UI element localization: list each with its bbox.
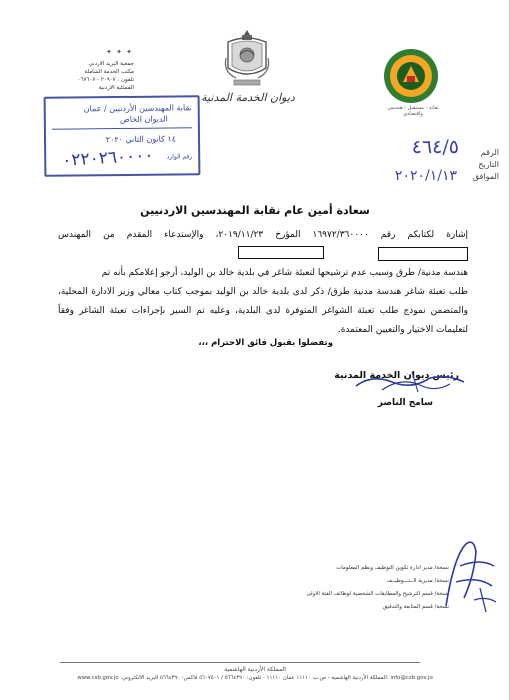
stamp-line-1: نقابة المهندسين الأردنيين / عمان	[83, 103, 192, 114]
cc-line: نسخة/ مدير ادارة تكوين التوظيف ونظم المعلومات	[336, 565, 449, 571]
footer-divider	[60, 662, 420, 663]
footer-contact: www.csb.gov.jo :المملكة الأردنية الهاشمية - ص.ب ١١١١٠ عمان ١١١١٠ - تلفون: ٥٦٦٤٣٩٠ / ٥٦٠٧٥٠١ فاكس: ٥٦٦٤٣٩٠ البريد الالكتروني: info@csb.gov.jo	[77, 675, 433, 681]
body-text-start: إشارة لكتابكم رقم ١٦٩٧٢/٣٦٠٠٠٠ المؤرخ ٢٠١٩/١١/٢٣، والإستدعاء المقدم من المهندس	[58, 230, 469, 240]
body-line-2: هندسة مدنية/ طرق وسبب عدم ترشيحها لتعبئة شاغر في بلدية خالد بن الوليد، أرجو إعلامكم بأنه تم	[101, 268, 468, 278]
stamp-number: ٠٢٢٠٢٦٠٠٠٠	[61, 145, 155, 171]
body-paragraph-rest: طلب تعبئة شاغر هندسة مدنية طرق/ ذكر لدى بلدية خالد بن الوليد بموجب كتاب معالي وزير الادارة المحلية، والمتضمن نموذج طلب تعبئة الشواغر المتوفرة لدى البلدية، وعليه تم السير بإجراءات تعبئة الشاغر وفقاً لتعليمات الاختيار والتعيين المعتمدة.	[58, 287, 468, 335]
letter-body	[58, 226, 468, 340]
ref-number-label: الرقم	[480, 148, 499, 157]
incoming-stamp	[44, 95, 201, 177]
date-label: التاريخ	[478, 160, 499, 169]
signatory-name: سامح الناصر	[377, 398, 433, 408]
engineers-association-logo-icon	[383, 48, 439, 104]
cc-line: نسخة/ مديرية الــتـــوظيــف	[386, 578, 449, 584]
redaction-box	[378, 247, 468, 261]
post-info-line: تلفون : ٢٠٩٠٧ - ٠٦٧٦٠٧	[77, 77, 134, 83]
cc-line: نسخة/ قسم المتابعة والتدقيق	[382, 604, 449, 610]
logo-caption: نقابة - مستقبل - هندسي واقتصادي	[387, 105, 439, 117]
post-info-line: الممثلية الاردنية	[98, 85, 134, 91]
bureau-name: ديوان الخدمة المدنية	[201, 91, 295, 104]
date-value: ٢٠٢٠/١/١٣	[394, 168, 457, 184]
stamp-number-label: رقم الوارد	[166, 153, 193, 161]
jordan-post-logo-icon: ✦ ✦ ✦	[106, 48, 134, 56]
handwritten-signature-icon	[352, 364, 472, 398]
post-office-info	[48, 60, 134, 92]
closing-line: وتفضلوا بقبول فائق الاحترام ،،،	[198, 338, 333, 348]
jordan-coat-of-arms-icon	[222, 28, 272, 90]
post-info-line: جمعية البريد الاردني	[88, 61, 134, 67]
stamp-divider	[52, 127, 192, 129]
addressee-heading: سعادة أمين عام نقابة المهندسين الاردنيين	[140, 204, 370, 217]
signatory-title: رئيس ديوان الخدمة المدنية	[334, 370, 459, 381]
footer-country: المملكة الأردنية الهاشمية	[224, 666, 286, 673]
ref-number-value: ٤٦٤/٥	[411, 136, 459, 158]
corresponding-label: الموافق	[472, 172, 499, 181]
stamp-line-2: الديوان الخاص	[119, 114, 168, 125]
post-info-line: مكتب الخدمة الشاملة	[84, 69, 134, 75]
handwritten-annotation-icon	[436, 536, 500, 618]
cc-line: نسخة/ قسم الترشيح والمطابقات الشخصية لوظائف الفئة الاولى	[306, 591, 449, 597]
redaction-box	[238, 246, 324, 259]
stamp-date: ١٤ كانون الثاني ٢٠٢٠	[105, 134, 177, 145]
